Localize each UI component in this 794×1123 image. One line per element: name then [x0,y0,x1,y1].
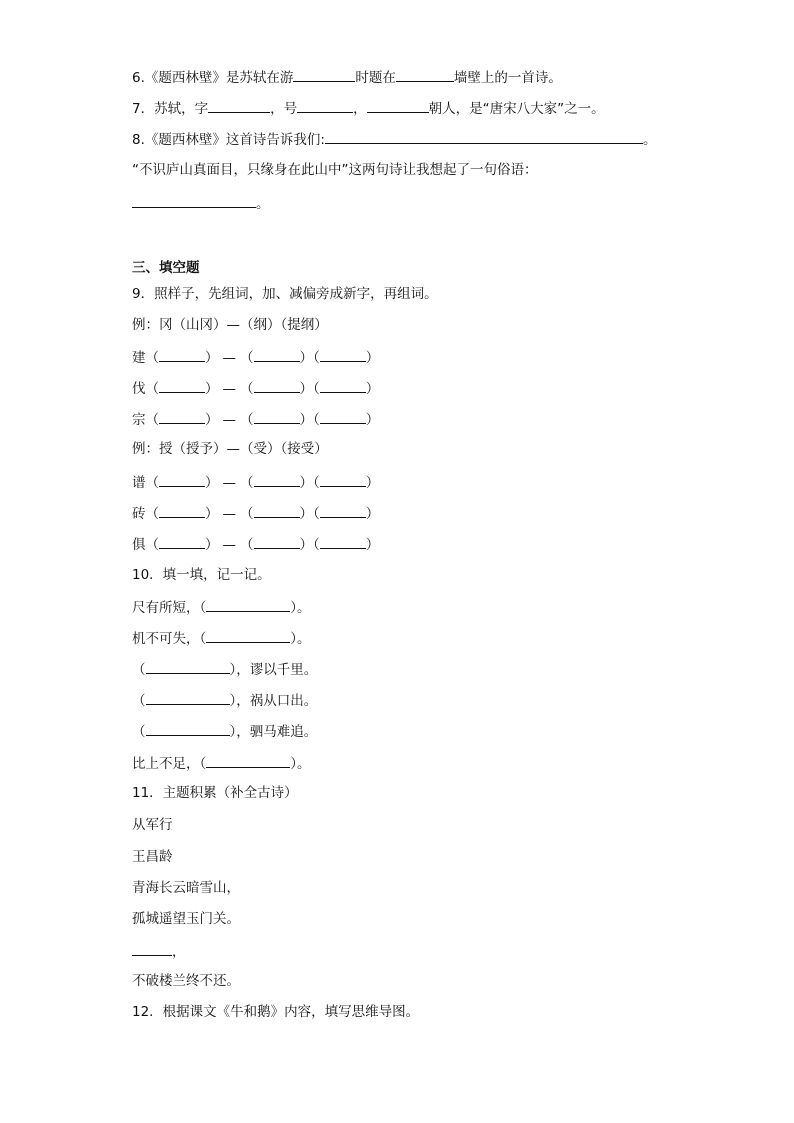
q9-row: 谱（ ） — （ ）（ ） [132,471,379,493]
q9-blank[interactable] [320,502,366,518]
q9-row: 宗（ ） — （ ）（ ） [132,408,379,430]
q8-blank-1[interactable] [325,128,643,144]
q10-line: （ ），驷马难追。 [132,720,317,742]
q6-text-1: 6.《题西林壁》是苏轼在游 [132,70,294,86]
q9-example-1: 例：冈（山冈）—（纲）（提纲） [132,317,328,333]
question-8-line-2 [132,160,538,180]
q9-blank[interactable] [254,533,300,549]
q10-line: 尺有所短，（ ）。 [132,596,311,618]
q9-char: 宗 [132,412,146,428]
q9-example-2: 例：授（授予）—（受）（接受） [132,441,328,457]
q8-blank-2[interactable] [132,192,256,208]
q9-blank[interactable] [159,471,205,487]
question-10-prompt: 10．填一填，记一记。 [132,567,271,583]
q10-blank[interactable] [206,627,290,643]
q7-blank-1[interactable] [208,97,270,113]
q10-blank[interactable] [146,689,230,705]
q6-blank-1[interactable] [293,66,355,82]
q9-blank[interactable] [159,533,205,549]
q7-blank-2[interactable] [297,97,353,113]
question-12-prompt: 12．根据课文《牛和鹅》内容，填写思维导图。 [132,1004,420,1020]
q10-line: （ ），祸从口出。 [132,689,317,711]
q9-row: 俱（ ） — （ ）（ ） [132,533,379,555]
question-11-prompt: 11．主题积累（补全古诗） [132,785,298,801]
q9-blank[interactable] [320,377,366,393]
q7-text-3: ， [353,101,367,117]
q9-blank[interactable] [254,346,300,362]
q9-blank[interactable] [254,408,300,424]
q9-blank[interactable] [159,377,205,393]
poem-line-1: 青海长云暗雪山， [132,880,240,896]
q7-text-2: ，号 [270,101,298,117]
q10-blank[interactable] [146,658,230,674]
q9-blank[interactable] [159,346,205,362]
q10-line: 比上不足，（ ）。 [132,752,311,774]
q8-text-1: 8.《题西林壁》这首诗告诉我们: [132,132,325,148]
q9-row: 伐（ ） — （ ）（ ） [132,377,379,399]
q9-blank[interactable] [254,377,300,393]
q7-text-1: 7．苏轼，字 [132,101,209,117]
q8-text-end: 。 [642,132,657,148]
q9-blank[interactable] [254,502,300,518]
q9-row: 建（ ） — （ ）（ ） [132,346,379,368]
q7-text-4: 朝人，是“唐宋八大家”之一。 [428,101,605,117]
question-8 [132,128,656,150]
q9-blank[interactable] [320,533,366,549]
section-3-title: 三、填空题 [132,260,200,276]
question-7 [132,97,605,119]
q8-text-2: “不识庐山真面目，只缘身在此山中”这两句诗让我想起了一句俗语： [132,162,538,178]
q9-row: 砖（ ） — （ ）（ ） [132,502,379,524]
poem-blank[interactable] [132,940,172,956]
q9-char: 伐 [132,381,146,397]
q10-line: 机不可失，（ ）。 [132,627,311,649]
q9-blank[interactable] [254,471,300,487]
poem-line-3: ， [132,940,186,962]
q9-char: 谱 [132,475,146,491]
q9-blank[interactable] [159,502,205,518]
q6-text-3: 墙壁上的一首诗。 [453,70,562,86]
poem-line-2: 孤城遥望玉门关。 [132,911,240,927]
q9-blank[interactable] [320,408,366,424]
question-9-prompt: 9．照样子，先组词，加、减偏旁成新字，再组词。 [132,286,438,302]
q10-blank[interactable] [206,752,290,768]
question-6 [132,66,562,88]
q9-char: 俱 [132,537,146,553]
q9-blank[interactable] [320,346,366,362]
q8-text-end-2: 。 [256,196,270,212]
q7-blank-3[interactable] [367,97,429,113]
poem-line-4: 不破楼兰终不还。 [132,973,240,989]
q10-blank[interactable] [206,596,290,612]
q10-blank[interactable] [146,720,230,736]
q6-text-2: 时题在 [355,70,396,86]
q9-char: 建 [132,350,146,366]
question-8-line-3 [132,192,270,214]
poem-author: 王昌龄 [132,849,173,865]
poem-title: 从军行 [132,817,173,833]
q6-blank-2[interactable] [396,66,454,82]
q9-blank[interactable] [159,408,205,424]
q9-blank[interactable] [320,471,366,487]
q9-char: 砖 [132,506,146,522]
q10-line: （ ），谬以千里。 [132,658,317,680]
